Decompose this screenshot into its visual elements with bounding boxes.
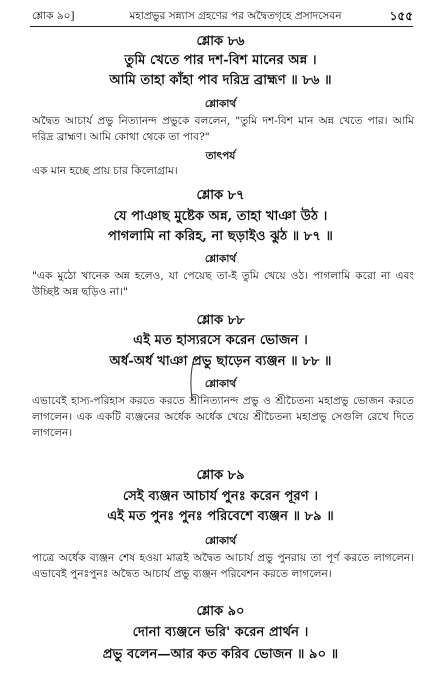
- header-chapter-title: মহাপ্রভুর সন্ন্যাস গ্রহণের পর অদ্বৈতগৃহে প্রসাদসেবন: [129, 10, 342, 22]
- verse-86-purport-label: তাৎপর্য: [205, 150, 236, 162]
- verse-86-line-1: তুমি খেতে পার দশ-বিশ মানের অন্ন ।: [124, 53, 317, 68]
- verse-87-translation: "এক মুঠো খানেক অন্ন হলেও, যা পেয়েছ তা-ই তুমি খেয়ে ওঠ। পাগলামি করো না এবং উচ্ছিষ্ট অন্ন ছড়িও না।": [32, 270, 414, 298]
- verse-87-line-2: পাগলামি না করিহ, না ছড়াইও ঝুঠ ॥ ৮৭ ॥: [108, 229, 333, 244]
- verse-89-translation: পাত্রে অর্ধেক ব্যঞ্জন শেষ হওয়া মাত্রই অদ্বৈত আচার্য প্রভু পুনরায় তা পূর্ণ করতে লাগলেন। এভাবেই পুনঃপুনঃ অদ্বৈত আচার্য প্রভু ব্যঞ্জন পরিবেশন করতে লাগলেন।: [32, 552, 414, 580]
- verse-88-translation: এভাবেই হাস্য-পরিহাস করতে করতে শ্রীনিত্যানন্দ প্রভু ও শ্রীচৈতন্য মহাপ্রভু ভোজন করতে লাগলেন। এক একটি ব্যঞ্জনের অর্ধেক অর্ধেক খেয়ে শ্রীচৈতন্য মহাপ্রভু সেগুলি রেখে দিতে লাগলেন।: [32, 395, 414, 439]
- running-header: [30, 6, 413, 27]
- verse-86-translation-label: শ্লোকার্থ: [204, 98, 237, 110]
- verse-88-translation-label: শ্লোকার্থ: [204, 378, 237, 390]
- verse-90-line-1: দোনা ব্যঞ্জনে ভরি' করেন প্রার্থন ।: [132, 625, 309, 640]
- verse-89-line-1: সেই ব্যঞ্জন আচার্য পুনঃ করেন পূরণ ।: [122, 489, 319, 504]
- verse-86-purport: এক মান হচ্ছে প্রায় চার কিলোগ্রাম।: [32, 165, 178, 177]
- verse-87-translation-label: শ্লোকার্থ: [204, 253, 237, 265]
- verse-88-line-1: এই মত হাস্যরসে করেন ভোজন ।: [133, 333, 308, 348]
- verse-89-translation-label: শ্লোকার্থ: [204, 535, 237, 547]
- verse-87-line-1: যে পাঞাছ মুষ্টেক অন্ন, তাহা খাঞা উঠ ।: [113, 209, 328, 224]
- verse-89-line-2: এই মত পুনঃ পুনঃ পরিবেশে ব্যঞ্জন ॥ ৮৯ ॥: [107, 509, 334, 524]
- page-number: ১৫৫: [389, 9, 413, 23]
- verse-88-line-2: অর্ধ-অর্ধ খাঞা প্রভু ছাড়েন ব্যঞ্জন ॥ ৮৮ ॥: [109, 354, 332, 369]
- verse-86-title: শ্লোক ৮৬: [196, 34, 245, 49]
- verse-90-title: শ্লোক ৯০: [196, 604, 245, 619]
- verse-86-translation: অদ্বৈত আচার্য প্রভু নিত্যানন্দ প্রভুকে বললেন, "তুমি দশ-বিশ মান অন্ন খেতে পার। আমি দরিদ্র ব্রাহ্মণ। আমি কোথা থেকে তা পাব?": [32, 115, 414, 143]
- verse-89-title: শ্লোক ৮৯: [196, 468, 245, 483]
- verse-87-title: শ্লোক ৮৭: [196, 188, 245, 203]
- header-verse-ref: শ্লোক ৯০]: [32, 10, 75, 22]
- verse-90-line-2: প্রভু বলেন—আর কত করিব ভোজন ॥ ৯০ ॥: [102, 647, 339, 662]
- verse-86-line-2: আমি তাহা কাঁহা পাব দরিদ্র ব্রাহ্মণ ॥ ৮৬ ॥: [109, 73, 332, 88]
- verse-88-title: শ্লোক ৮৮: [196, 313, 245, 328]
